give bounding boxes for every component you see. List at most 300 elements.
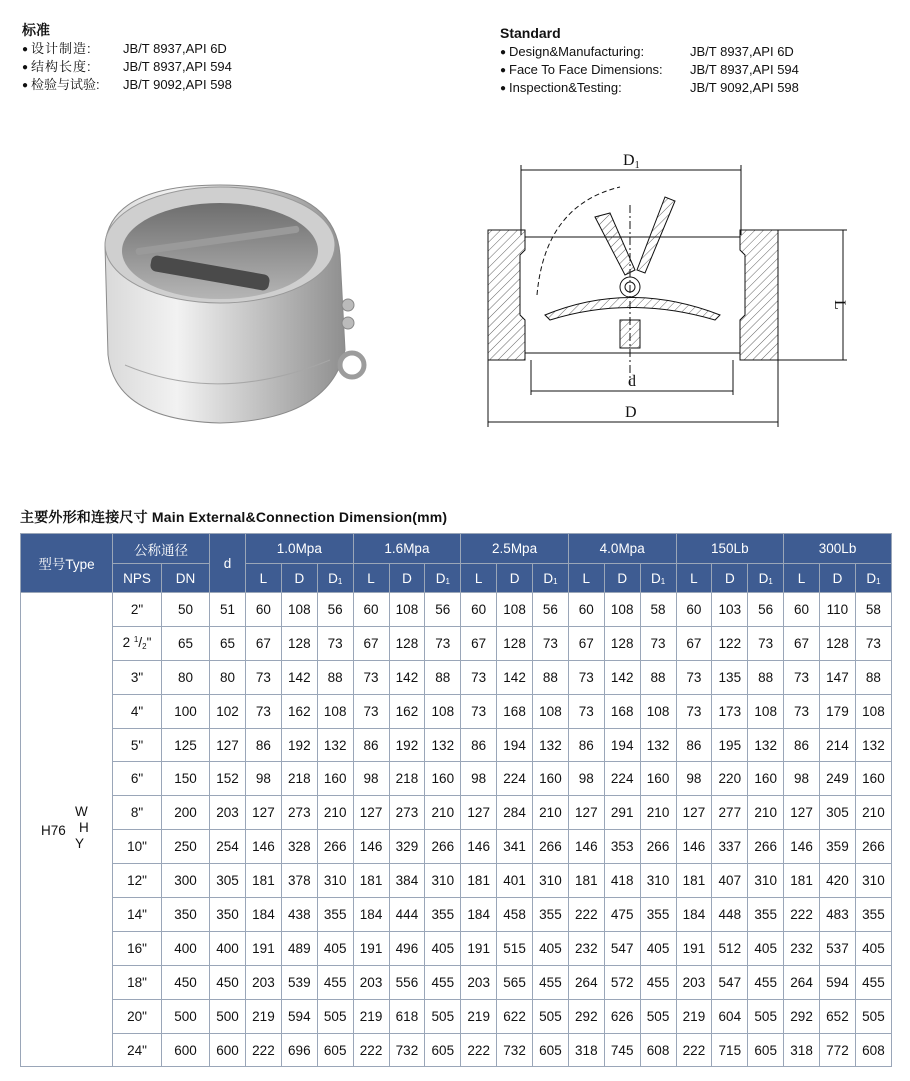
d-cell: 65: [210, 626, 246, 660]
value-cell: 108: [425, 694, 461, 728]
value-cell: 58: [640, 593, 676, 627]
value-cell: 605: [425, 1033, 461, 1067]
value-cell: 60: [353, 593, 389, 627]
value-cell: 407: [712, 864, 748, 898]
value-cell: 60: [246, 593, 282, 627]
value-cell: 284: [497, 796, 533, 830]
table-row: [21, 626, 892, 660]
value-cell: 505: [855, 999, 891, 1033]
value-cell: 160: [533, 762, 569, 796]
value-cell: 168: [497, 694, 533, 728]
dn-cell: 450: [162, 965, 210, 999]
value-cell: 128: [281, 626, 317, 660]
table-row: [21, 762, 892, 796]
value-cell: 194: [604, 728, 640, 762]
value-cell: 218: [281, 762, 317, 796]
value-cell: 162: [389, 694, 425, 728]
header-group: 1.6Mpa: [353, 534, 461, 564]
value-cell: 73: [784, 694, 820, 728]
value-cell: 184: [676, 898, 712, 932]
value-cell: 162: [281, 694, 317, 728]
value-cell: 67: [353, 626, 389, 660]
dim-label-l: L: [831, 300, 848, 310]
value-cell: 128: [389, 626, 425, 660]
value-cell: 146: [568, 830, 604, 864]
value-cell: 405: [640, 931, 676, 965]
header-group: 1.0Mpa: [246, 534, 354, 564]
nps-cell: 2 $^1/_2$": [113, 626, 162, 660]
dn-cell: 125: [162, 728, 210, 762]
header-l: L: [353, 564, 389, 593]
table-row: [21, 830, 892, 864]
value-cell: 128: [497, 626, 533, 660]
value-cell: 220: [712, 762, 748, 796]
header-dd: D: [497, 564, 533, 593]
value-cell: 73: [317, 626, 353, 660]
value-cell: 146: [461, 830, 497, 864]
value-cell: 194: [497, 728, 533, 762]
value-cell: 210: [855, 796, 891, 830]
value-cell: 108: [855, 694, 891, 728]
value-cell: 181: [353, 864, 389, 898]
value-cell: 547: [604, 931, 640, 965]
value-cell: 108: [748, 694, 784, 728]
header-d1: $D_1$: [533, 564, 569, 593]
header-group: 2.5Mpa: [461, 534, 569, 564]
value-cell: 328: [281, 830, 317, 864]
standard-en-item: ● Inspection&Testing: JB/T 9092,API 598: [500, 80, 799, 95]
value-cell: 496: [389, 931, 425, 965]
value-cell: 273: [389, 796, 425, 830]
header-d1: $D_1$: [317, 564, 353, 593]
value-cell: 203: [461, 965, 497, 999]
d-cell: 305: [210, 864, 246, 898]
value-cell: 108: [497, 593, 533, 627]
header-dn: DN: [162, 564, 210, 593]
value-cell: 210: [533, 796, 569, 830]
d-cell: 80: [210, 660, 246, 694]
value-cell: 146: [246, 830, 282, 864]
valve-section-drawing: [475, 145, 855, 440]
value-cell: 160: [317, 762, 353, 796]
value-cell: 291: [604, 796, 640, 830]
value-cell: 594: [820, 965, 856, 999]
value-cell: 224: [604, 762, 640, 796]
value-cell: 405: [425, 931, 461, 965]
value-cell: 626: [604, 999, 640, 1033]
value-cell: 108: [533, 694, 569, 728]
value-cell: 108: [604, 593, 640, 627]
value-cell: 135: [712, 660, 748, 694]
standard-cn-title: 标准: [22, 22, 50, 38]
value-cell: 73: [676, 694, 712, 728]
value-cell: 219: [353, 999, 389, 1033]
header-group: 150Lb: [676, 534, 784, 564]
value-cell: 98: [676, 762, 712, 796]
value-cell: 73: [353, 694, 389, 728]
dn-cell: 500: [162, 999, 210, 1033]
value-cell: 210: [425, 796, 461, 830]
value-cell: 56: [533, 593, 569, 627]
value-cell: 73: [425, 626, 461, 660]
dn-cell: 350: [162, 898, 210, 932]
dim-label-d-small: d: [628, 373, 636, 390]
d-cell: 450: [210, 965, 246, 999]
value-cell: 318: [568, 1033, 604, 1067]
value-cell: 192: [281, 728, 317, 762]
value-cell: 86: [676, 728, 712, 762]
value-cell: 292: [784, 999, 820, 1033]
value-cell: 455: [855, 965, 891, 999]
value-cell: 222: [784, 898, 820, 932]
d-cell: 127: [210, 728, 246, 762]
header-dd: D: [389, 564, 425, 593]
table-row: [21, 999, 892, 1033]
value-cell: 98: [246, 762, 282, 796]
dn-cell: 300: [162, 864, 210, 898]
table-row: [21, 931, 892, 965]
value-cell: 160: [425, 762, 461, 796]
table-row: [21, 965, 892, 999]
value-cell: 455: [640, 965, 676, 999]
value-cell: 210: [748, 796, 784, 830]
value-cell: 67: [246, 626, 282, 660]
d-cell: 102: [210, 694, 246, 728]
model-cell: H76 W H Y: [21, 593, 113, 1067]
value-cell: 127: [246, 796, 282, 830]
header-l: L: [246, 564, 282, 593]
value-cell: 127: [784, 796, 820, 830]
value-cell: 222: [461, 1033, 497, 1067]
value-cell: 73: [676, 660, 712, 694]
value-cell: 132: [748, 728, 784, 762]
value-cell: 142: [497, 660, 533, 694]
value-cell: 222: [246, 1033, 282, 1067]
value-cell: 56: [748, 593, 784, 627]
value-cell: 405: [855, 931, 891, 965]
value-cell: 489: [281, 931, 317, 965]
dn-cell: 50: [162, 593, 210, 627]
value-cell: 203: [246, 965, 282, 999]
header-d1: $D_1$: [425, 564, 461, 593]
dim-label-d1: D1: [623, 152, 640, 171]
value-cell: 210: [640, 796, 676, 830]
value-cell: 73: [568, 660, 604, 694]
value-cell: 203: [676, 965, 712, 999]
value-cell: 732: [389, 1033, 425, 1067]
value-cell: 539: [281, 965, 317, 999]
value-cell: 181: [676, 864, 712, 898]
value-cell: 191: [461, 931, 497, 965]
value-cell: 355: [425, 898, 461, 932]
value-cell: 181: [461, 864, 497, 898]
table-title: 主要外形和连接尺寸 Main External&Connection Dimension(mm): [20, 509, 448, 525]
value-cell: 86: [784, 728, 820, 762]
value-cell: 224: [497, 762, 533, 796]
value-cell: 605: [533, 1033, 569, 1067]
value-cell: 696: [281, 1033, 317, 1067]
standard-en-item: ● Design&Manufacturing: JB/T 8937,API 6D: [500, 44, 794, 59]
value-cell: 146: [676, 830, 712, 864]
value-cell: 264: [784, 965, 820, 999]
value-cell: 455: [425, 965, 461, 999]
header-nominal: 公称通径: [113, 534, 210, 564]
d-cell: 254: [210, 830, 246, 864]
table-row: [21, 1033, 892, 1067]
value-cell: 60: [568, 593, 604, 627]
value-cell: 604: [712, 999, 748, 1033]
value-cell: 142: [604, 660, 640, 694]
d-cell: 400: [210, 931, 246, 965]
value-cell: 266: [317, 830, 353, 864]
value-cell: 132: [533, 728, 569, 762]
header-d: d: [210, 534, 246, 593]
value-cell: 772: [820, 1033, 856, 1067]
value-cell: 86: [353, 728, 389, 762]
value-cell: 565: [497, 965, 533, 999]
value-cell: 353: [604, 830, 640, 864]
value-cell: 73: [748, 626, 784, 660]
value-cell: 273: [281, 796, 317, 830]
value-cell: 715: [712, 1033, 748, 1067]
value-cell: 73: [784, 660, 820, 694]
value-cell: 219: [676, 999, 712, 1033]
value-cell: 127: [461, 796, 497, 830]
value-cell: 160: [855, 762, 891, 796]
d-cell: 600: [210, 1033, 246, 1067]
value-cell: 73: [461, 694, 497, 728]
value-cell: 355: [317, 898, 353, 932]
value-cell: 160: [748, 762, 784, 796]
value-cell: 73: [246, 660, 282, 694]
value-cell: 341: [497, 830, 533, 864]
header-nps: NPS: [113, 564, 162, 593]
header-dd: D: [281, 564, 317, 593]
value-cell: 512: [712, 931, 748, 965]
value-cell: 73: [246, 694, 282, 728]
value-cell: 310: [640, 864, 676, 898]
nps-cell: 18": [113, 965, 162, 999]
value-cell: 222: [676, 1033, 712, 1067]
value-cell: 67: [461, 626, 497, 660]
value-cell: 505: [748, 999, 784, 1033]
header-dd: D: [820, 564, 856, 593]
value-cell: 401: [497, 864, 533, 898]
value-cell: 618: [389, 999, 425, 1033]
value-cell: 67: [676, 626, 712, 660]
nps-cell: 3": [113, 660, 162, 694]
value-cell: 219: [246, 999, 282, 1033]
value-cell: 605: [317, 1033, 353, 1067]
value-cell: 181: [568, 864, 604, 898]
nps-cell: 4": [113, 694, 162, 728]
value-cell: 88: [317, 660, 353, 694]
nps-cell: 5": [113, 728, 162, 762]
value-cell: 86: [246, 728, 282, 762]
nps-cell: 2": [113, 593, 162, 627]
header-d1: $D_1$: [748, 564, 784, 593]
value-cell: 266: [748, 830, 784, 864]
value-cell: 73: [353, 660, 389, 694]
value-cell: 266: [533, 830, 569, 864]
value-cell: 505: [317, 999, 353, 1033]
value-cell: 652: [820, 999, 856, 1033]
value-cell: 455: [748, 965, 784, 999]
value-cell: 405: [317, 931, 353, 965]
value-cell: 505: [640, 999, 676, 1033]
dn-cell: 200: [162, 796, 210, 830]
value-cell: 505: [533, 999, 569, 1033]
value-cell: 98: [353, 762, 389, 796]
value-cell: 210: [317, 796, 353, 830]
table-row: [21, 660, 892, 694]
dn-cell: 150: [162, 762, 210, 796]
value-cell: 181: [784, 864, 820, 898]
value-cell: 405: [533, 931, 569, 965]
value-cell: 98: [784, 762, 820, 796]
value-cell: 458: [497, 898, 533, 932]
value-cell: 191: [353, 931, 389, 965]
d-cell: 350: [210, 898, 246, 932]
value-cell: 455: [317, 965, 353, 999]
table-row: [21, 898, 892, 932]
dim-label-d-big: D: [625, 404, 637, 421]
valve-photo: [80, 165, 380, 440]
dn-cell: 65: [162, 626, 210, 660]
standard-en-item: ● Face To Face Dimensions: JB/T 8937,API 594: [500, 62, 799, 77]
value-cell: 420: [820, 864, 856, 898]
table-row: [21, 728, 892, 762]
value-cell: 73: [461, 660, 497, 694]
value-cell: 56: [317, 593, 353, 627]
value-cell: 128: [820, 626, 856, 660]
value-cell: 537: [820, 931, 856, 965]
standard-en-title: Standard: [500, 25, 561, 41]
value-cell: 98: [568, 762, 604, 796]
value-cell: 455: [533, 965, 569, 999]
value-cell: 160: [640, 762, 676, 796]
value-cell: 67: [568, 626, 604, 660]
value-cell: 73: [568, 694, 604, 728]
value-cell: 355: [640, 898, 676, 932]
standard-cn-item: ● 结构长度: JB/T 8937,API 594: [22, 59, 232, 74]
value-cell: 249: [820, 762, 856, 796]
value-cell: 142: [281, 660, 317, 694]
nps-cell: 10": [113, 830, 162, 864]
value-cell: 310: [317, 864, 353, 898]
nps-cell: 14": [113, 898, 162, 932]
dn-cell: 600: [162, 1033, 210, 1067]
header-dd: D: [604, 564, 640, 593]
value-cell: 73: [640, 626, 676, 660]
nps-cell: 24": [113, 1033, 162, 1067]
value-cell: 132: [640, 728, 676, 762]
value-cell: 405: [748, 931, 784, 965]
value-cell: 146: [784, 830, 820, 864]
header-d1: $D_1$: [855, 564, 891, 593]
value-cell: 127: [568, 796, 604, 830]
value-cell: 305: [820, 796, 856, 830]
value-cell: 329: [389, 830, 425, 864]
value-cell: 310: [855, 864, 891, 898]
d-cell: 203: [210, 796, 246, 830]
value-cell: 608: [640, 1033, 676, 1067]
value-cell: 88: [855, 660, 891, 694]
d-cell: 51: [210, 593, 246, 627]
standard-cn-item: ● 检验与试验: JB/T 9092,API 598: [22, 77, 232, 92]
nps-cell: 12": [113, 864, 162, 898]
header-l: L: [461, 564, 497, 593]
value-cell: 438: [281, 898, 317, 932]
value-cell: 60: [461, 593, 497, 627]
value-cell: 88: [748, 660, 784, 694]
value-cell: 98: [461, 762, 497, 796]
nps-cell: 16": [113, 931, 162, 965]
nps-cell: 8": [113, 796, 162, 830]
header-l: L: [676, 564, 712, 593]
value-cell: 355: [855, 898, 891, 932]
d-cell: 500: [210, 999, 246, 1033]
header-model: 型号Type: [21, 534, 113, 593]
value-cell: 622: [497, 999, 533, 1033]
dimension-table: [20, 533, 892, 1067]
value-cell: 56: [425, 593, 461, 627]
value-cell: 132: [317, 728, 353, 762]
value-cell: 292: [568, 999, 604, 1033]
value-cell: 88: [425, 660, 461, 694]
value-cell: 128: [604, 626, 640, 660]
value-cell: 108: [640, 694, 676, 728]
value-cell: 266: [640, 830, 676, 864]
standard-cn-item: ● 设计制造: JB/T 8937,API 6D: [22, 41, 227, 56]
nps-cell: 20": [113, 999, 162, 1033]
value-cell: 86: [568, 728, 604, 762]
table-row: [21, 796, 892, 830]
value-cell: 475: [604, 898, 640, 932]
value-cell: 191: [676, 931, 712, 965]
value-cell: 132: [855, 728, 891, 762]
value-cell: 384: [389, 864, 425, 898]
value-cell: 67: [784, 626, 820, 660]
value-cell: 184: [246, 898, 282, 932]
value-cell: 181: [246, 864, 282, 898]
value-cell: 359: [820, 830, 856, 864]
value-cell: 173: [712, 694, 748, 728]
value-cell: 310: [748, 864, 784, 898]
value-cell: 444: [389, 898, 425, 932]
value-cell: 142: [389, 660, 425, 694]
value-cell: 108: [281, 593, 317, 627]
header-d1: $D_1$: [640, 564, 676, 593]
value-cell: 132: [425, 728, 461, 762]
value-cell: 108: [317, 694, 353, 728]
value-cell: 222: [568, 898, 604, 932]
value-cell: 60: [676, 593, 712, 627]
header-l: L: [568, 564, 604, 593]
value-cell: 60: [784, 593, 820, 627]
value-cell: 547: [712, 965, 748, 999]
value-cell: 110: [820, 593, 856, 627]
value-cell: 732: [497, 1033, 533, 1067]
value-cell: 266: [425, 830, 461, 864]
value-cell: 191: [246, 931, 282, 965]
value-cell: 184: [353, 898, 389, 932]
standard-en-block: [500, 25, 799, 97]
value-cell: 745: [604, 1033, 640, 1067]
value-cell: 73: [855, 626, 891, 660]
value-cell: 108: [389, 593, 425, 627]
value-cell: 103: [712, 593, 748, 627]
